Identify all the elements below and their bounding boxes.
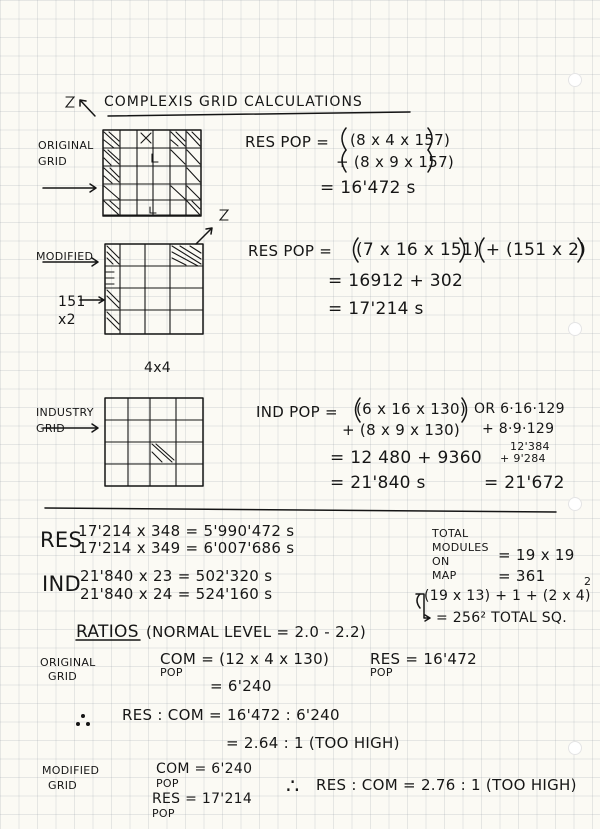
section-separator: [45, 508, 556, 512]
orig-ratio-result: = 2.64 : 1 (TOO HIGH): [226, 734, 400, 752]
orig-com-value: = 6'240: [210, 677, 272, 695]
total-label-3: ON: [432, 555, 450, 568]
modified-note-151: 151: [58, 294, 86, 310]
north-letter-icon: [66, 97, 74, 107]
original-grid-label: ORIGINAL GRID: [38, 139, 94, 168]
orig-res: RES = 16'472: [370, 650, 477, 668]
orig-res-pop: POP: [370, 666, 393, 679]
industry-grid: [105, 398, 203, 486]
orig-com: COM = (12 x 4 x 130): [160, 650, 330, 668]
mod-label-1: MODIFIED: [42, 764, 100, 777]
total-formula: (19 x 13) + 1 + (2 x 4): [424, 588, 591, 604]
res-row-2: 17'214 x 349 = 6'007'686 s: [78, 539, 295, 557]
original-grid: [103, 130, 201, 216]
north-arrow-icon: [196, 228, 212, 244]
title-underline: [108, 112, 410, 116]
orig-ratio: RES : COM = 16'472 : 6'240: [122, 706, 340, 724]
calc2-line1: (7 x 16 x 151) + (151 x 2): [356, 240, 587, 260]
total-result: = 256² TOTAL SQ.: [436, 610, 567, 626]
therefore-dot: [81, 714, 85, 718]
modified-grid-label: MODIFIED: [36, 250, 94, 263]
calc3-side-2: + 9'284: [500, 452, 546, 465]
modified-dimension: 4x4: [144, 360, 171, 376]
orig-label-1: ORIGINAL: [40, 656, 96, 669]
total-exponent: 2: [584, 575, 592, 588]
mod-therefore: ∴: [286, 774, 300, 798]
calc1-line2: + (8 x 9 x 157): [336, 153, 455, 171]
mod-com: COM = 6'240: [156, 761, 253, 777]
mod-ratio: RES : COM = 2.76 : 1 (TOO HIGH): [316, 776, 577, 794]
orig-com-pop: POP: [160, 666, 183, 679]
therefore-dot: [76, 722, 80, 726]
total-eq-2: = 361: [498, 567, 546, 585]
res-label: RES: [40, 528, 83, 552]
calc3-result-alt: = 21'672: [484, 473, 565, 493]
total-label-2: MODULES: [432, 541, 489, 554]
page-title: COMPLEXIS GRID CALCULATIONS: [104, 94, 363, 110]
orig-label-2: GRID: [48, 670, 78, 683]
industry-grid-label: INDUSTRY GRID: [36, 406, 94, 435]
north-arrow-icon: [80, 100, 95, 116]
mod-com-pop: POP: [156, 777, 179, 790]
therefore-dot: [86, 722, 90, 726]
calc3-line1-alt: OR 6·16·129: [474, 401, 565, 417]
ratios-title: RATIOS: [76, 622, 139, 642]
calc3-label: IND POP =: [256, 403, 338, 421]
calc2-line2: = 16912 + 302: [328, 271, 464, 291]
modified-note-x2: x2: [58, 312, 76, 328]
arrow-icon: [43, 184, 96, 192]
ind-row-1: 21'840 x 23 = 502'320 s: [80, 567, 273, 585]
calc1-label: RES POP =: [245, 133, 330, 151]
mod-res: RES = 17'214: [152, 791, 253, 807]
total-label-4: MAP: [432, 569, 457, 582]
ind-row-2: 21'840 x 24 = 524'160 s: [80, 585, 273, 603]
ratios-normal-level: (NORMAL LEVEL = 2.0 - 2.2): [146, 623, 366, 641]
calc3-line3: = 12 480 + 9360: [330, 448, 482, 468]
calc3-line2: + (8 x 9 x 130): [342, 421, 461, 439]
res-row-1: 17'214 x 348 = 5'990'472 s: [78, 522, 295, 540]
calc3-line1: (6 x 16 x 130): [356, 400, 466, 418]
bracket: [417, 594, 420, 608]
ind-label: IND: [42, 572, 81, 596]
calc2-label: RES POP =: [248, 242, 333, 260]
calc3-line2-alt: + 8·9·129: [482, 421, 555, 437]
north-letter-icon: [220, 210, 228, 220]
total-eq-1: = 19 x 19: [498, 546, 575, 564]
calc1-line1: (8 x 4 x 157): [350, 131, 451, 149]
calc2-result: = 17'214 s: [328, 299, 424, 319]
modified-grid: [105, 244, 203, 334]
calc3-side-1: 12'384: [510, 440, 550, 453]
mod-res-pop: POP: [152, 807, 175, 820]
calc3-result: = 21'840 s: [330, 473, 426, 493]
mod-label-2: GRID: [48, 779, 78, 792]
total-label-1: TOTAL: [432, 527, 469, 540]
calc1-result: = 16'472 s: [320, 178, 416, 198]
